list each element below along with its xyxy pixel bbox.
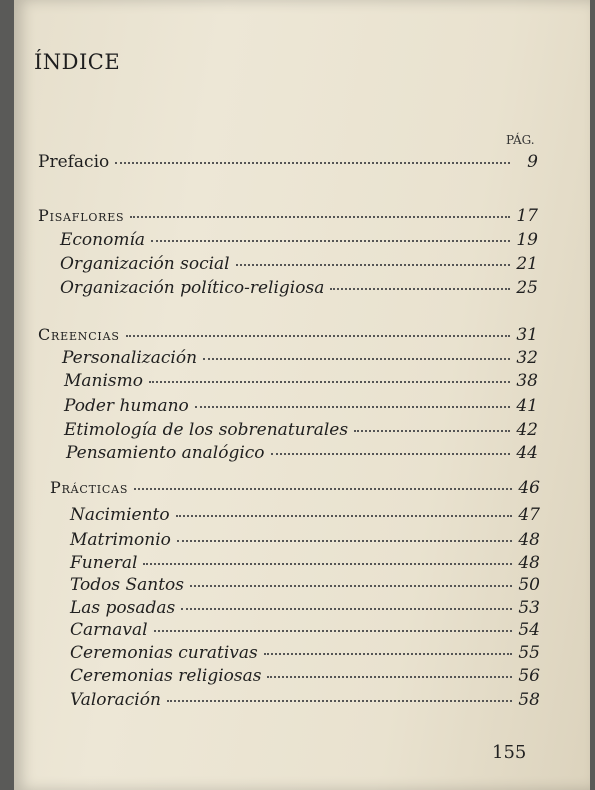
page-column-label: PÁG. — [506, 133, 535, 147]
toc-entry-label: Pensamiento analógico — [66, 443, 265, 463]
toc-section-pisaflores — [38, 206, 538, 226]
dot-leader — [190, 585, 512, 587]
dot-leader — [115, 162, 510, 164]
toc-entry-organizacion-social — [60, 254, 538, 274]
dot-leader — [354, 430, 510, 432]
book-page — [14, 0, 590, 790]
toc-entry-prefacio — [38, 152, 538, 172]
toc-entry-page: 41 — [516, 396, 538, 416]
dot-leader — [236, 264, 510, 266]
dot-leader — [271, 453, 510, 455]
toc-entry-carnaval — [70, 620, 540, 640]
toc-entry-page: 56 — [518, 666, 540, 686]
toc-entry-ceremonias-curativas — [70, 643, 540, 663]
dot-leader — [151, 240, 510, 242]
dot-leader — [149, 381, 510, 383]
toc-entry-page: 44 — [516, 443, 538, 463]
dot-leader — [177, 540, 512, 542]
toc-entry-label: Funeral — [70, 553, 138, 573]
toc-entry-page: 48 — [518, 553, 540, 573]
toc-section-practicas — [50, 478, 540, 498]
dot-leader — [143, 563, 512, 565]
dot-leader — [167, 700, 512, 702]
toc-entry-label: Prefacio — [38, 152, 110, 172]
toc-entry-organizacion-politico-religiosa — [60, 278, 538, 298]
dot-leader — [134, 488, 512, 490]
toc-entry-manismo — [64, 371, 538, 391]
toc-entry-label: Matrimonio — [70, 530, 171, 550]
toc-entry-page: 47 — [518, 505, 540, 525]
toc-entry-label: Ceremonias curativas — [70, 643, 258, 663]
toc-entry-label: Economía — [60, 230, 146, 250]
dot-leader — [176, 515, 512, 517]
toc-entry-label: Pisaflores — [38, 206, 125, 225]
toc-entry-label: Personalización — [62, 348, 198, 368]
toc-entry-label: Creencias — [38, 325, 120, 344]
dot-leader — [195, 406, 510, 408]
toc-entry-todos-santos — [70, 575, 540, 595]
index-heading: ÍNDICE — [34, 50, 121, 74]
toc-entry-page: 55 — [518, 643, 540, 663]
toc-entry-page: 25 — [516, 278, 538, 298]
toc-entry-page: 9 — [527, 152, 538, 172]
toc-entry-etimologia — [64, 420, 538, 440]
toc-section-creencias — [38, 325, 538, 345]
toc-entry-label: Nacimiento — [70, 505, 170, 525]
dot-leader — [330, 288, 510, 290]
toc-entry-poder-humano — [64, 396, 538, 416]
toc-entry-label: Organización social — [60, 254, 230, 274]
toc-entry-page: 19 — [516, 230, 538, 250]
toc-entry-valoracion — [70, 690, 540, 710]
toc-entry-label: Organización político-religiosa — [60, 278, 325, 298]
toc-entry-funeral — [70, 553, 540, 573]
toc-entry-label: Etimología de los sobrenaturales — [64, 420, 349, 440]
toc-entry-label: Carnaval — [70, 620, 148, 640]
toc-entry-pensamiento-analogico — [66, 443, 538, 463]
toc-entry-page: 54 — [518, 620, 540, 640]
toc-entry-las-posadas — [70, 598, 540, 618]
toc-entry-page: 17 — [516, 206, 538, 226]
toc-entry-page: 32 — [516, 348, 538, 368]
toc-entry-personalizacion — [62, 348, 538, 368]
toc-entry-label: Todos Santos — [70, 575, 185, 595]
toc-entry-label: Las posadas — [70, 598, 176, 618]
toc-entry-page: 50 — [518, 575, 540, 595]
dot-leader — [154, 630, 512, 632]
dot-leader — [181, 608, 512, 610]
dot-leader — [264, 653, 512, 655]
toc-entry-page: 31 — [516, 325, 538, 345]
dot-leader — [267, 676, 512, 678]
page-number: 155 — [492, 742, 527, 763]
dot-leader — [126, 335, 510, 337]
toc-entry-label: Poder humano — [64, 396, 189, 416]
toc-entry-page: 58 — [518, 690, 540, 710]
toc-entry-label: Manismo — [64, 371, 144, 391]
toc-entry-page: 48 — [518, 530, 540, 550]
toc-entry-economia — [60, 230, 538, 250]
dot-leader — [203, 358, 510, 360]
toc-entry-page: 38 — [516, 371, 538, 391]
toc-entry-ceremonias-religiosas — [70, 666, 540, 686]
toc-entry-matrimonio — [70, 530, 540, 550]
toc-entry-label: Prácticas — [50, 478, 129, 497]
toc-entry-page: 46 — [518, 478, 540, 498]
toc-entry-page: 21 — [516, 254, 538, 274]
dot-leader — [130, 216, 510, 218]
toc-entry-label: Valoración — [70, 690, 161, 710]
toc-entry-page: 53 — [518, 598, 540, 618]
toc-entry-nacimiento — [70, 505, 540, 525]
toc-entry-page: 42 — [516, 420, 538, 440]
toc-entry-label: Ceremonias religiosas — [70, 666, 262, 686]
